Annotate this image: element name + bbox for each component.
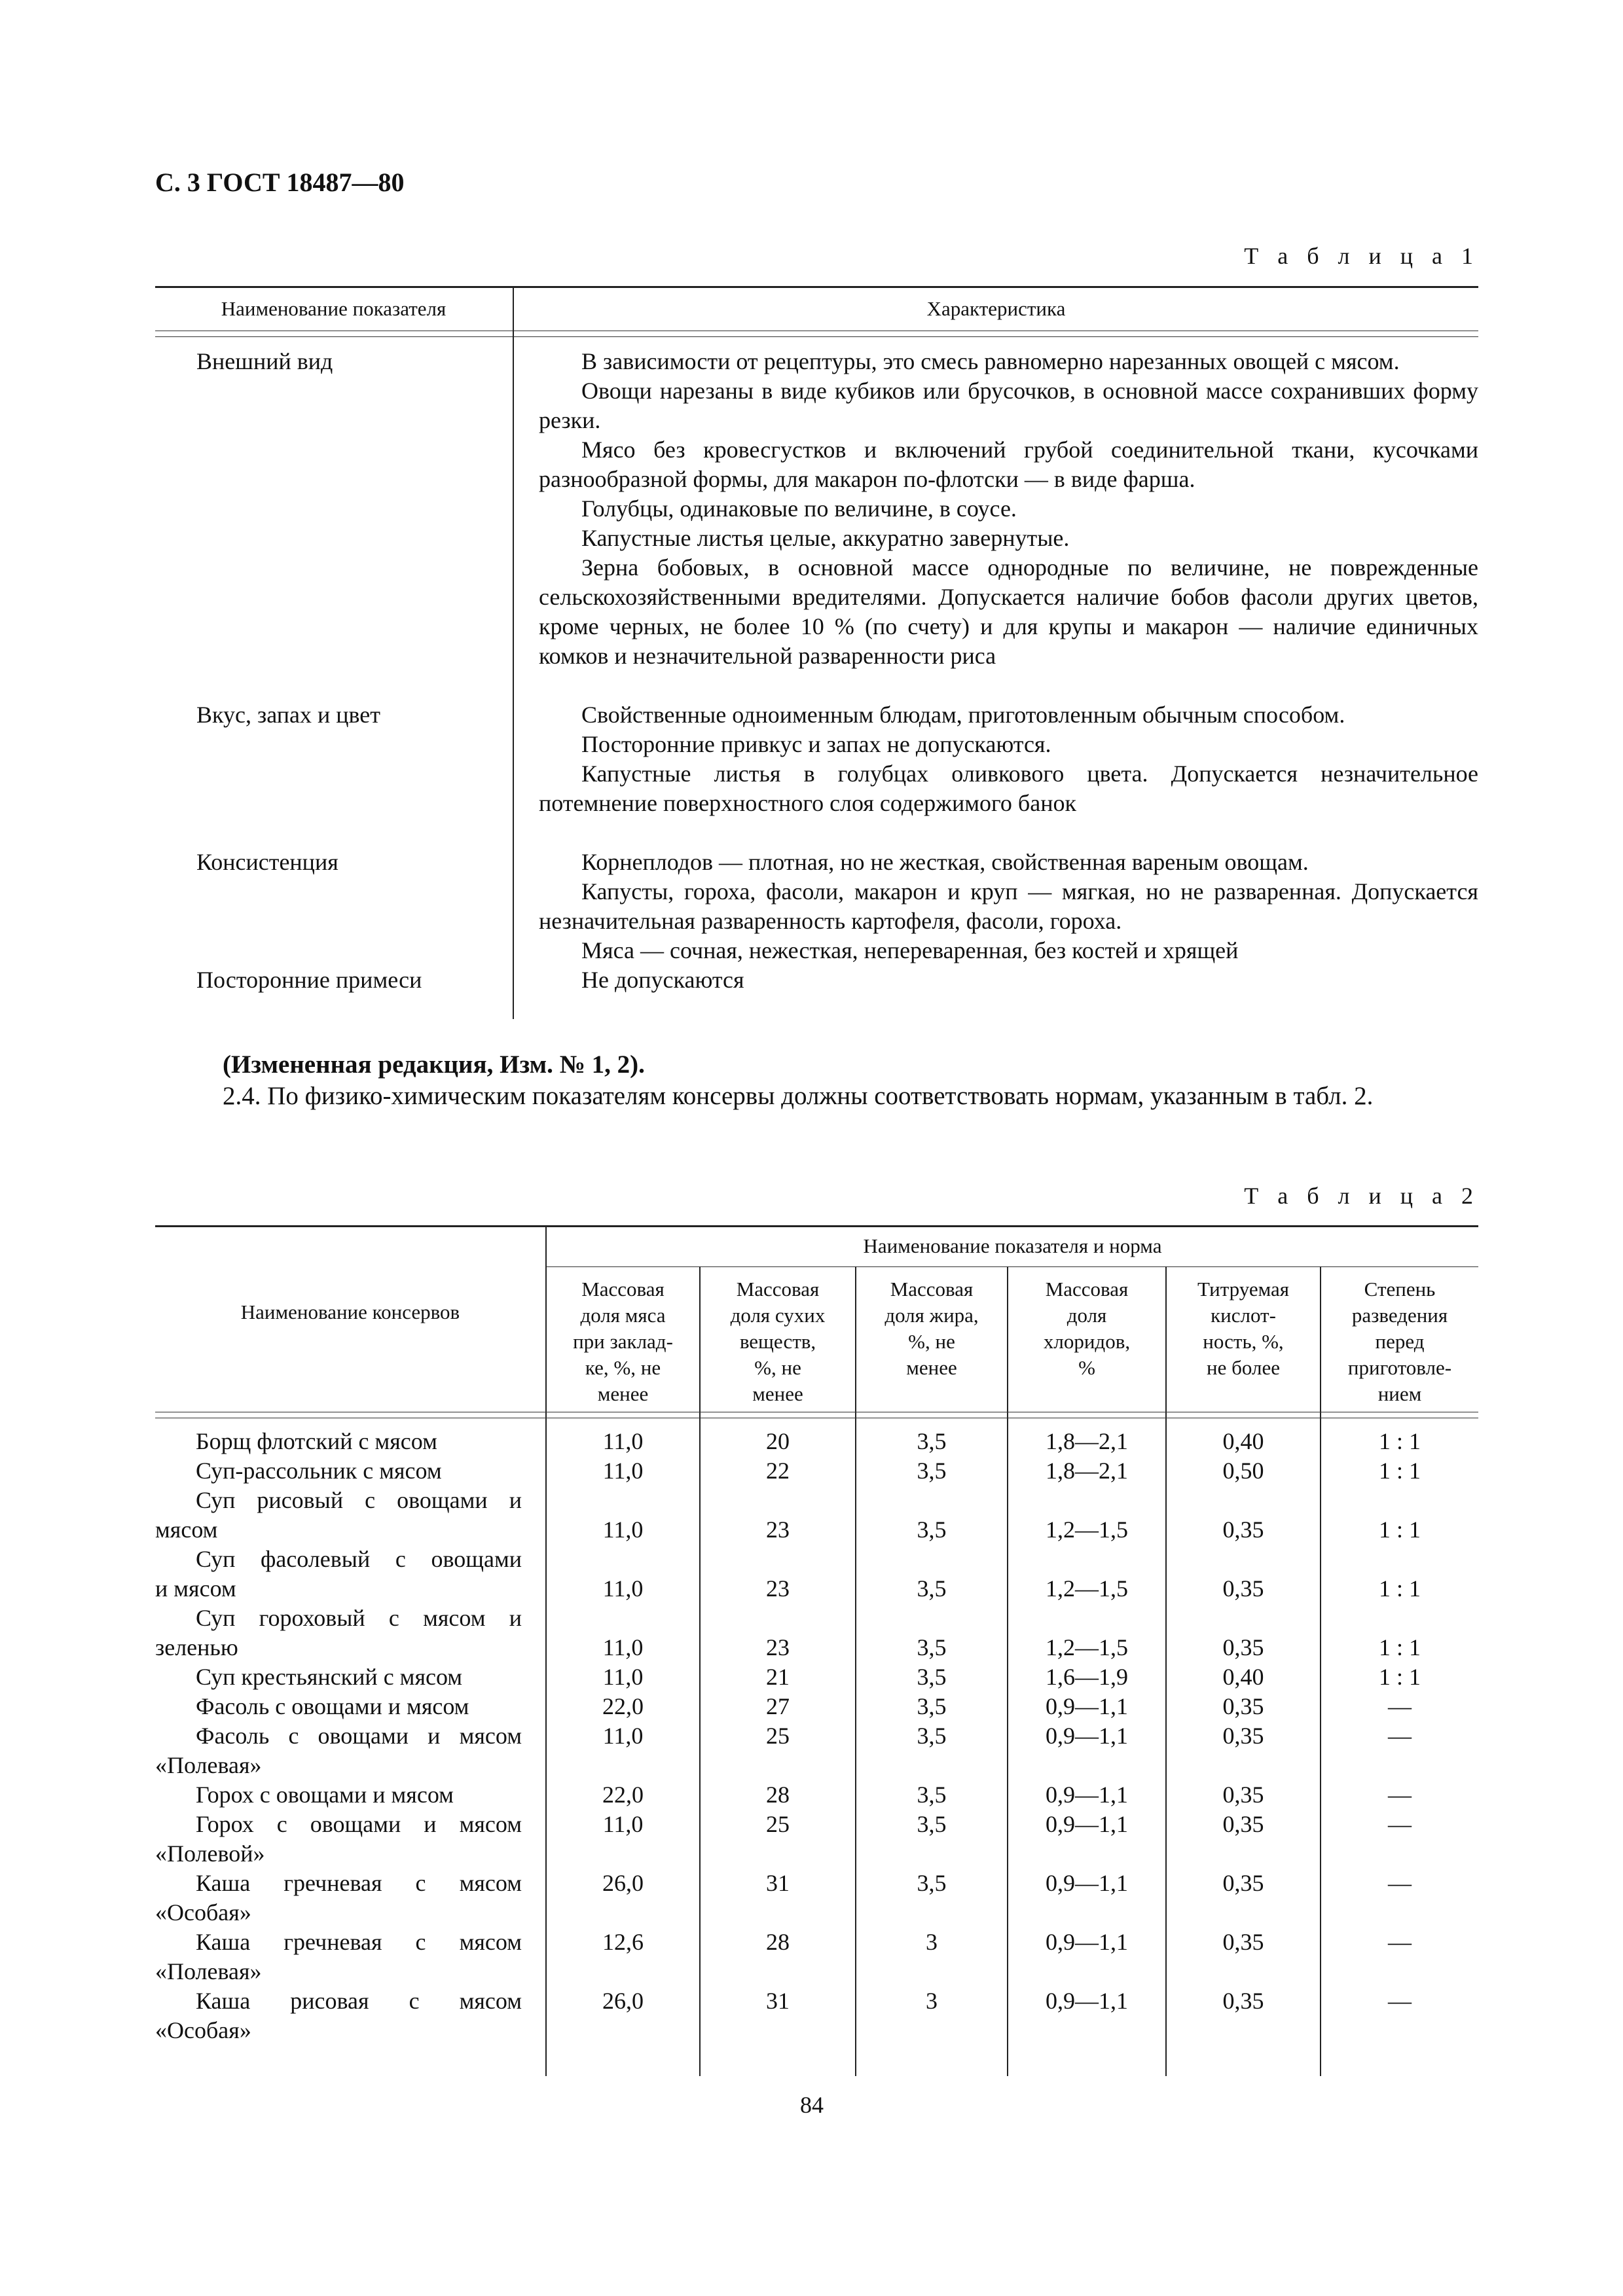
table2-row [155,1427,1478,1456]
table2-cell: 1,8—2,1 [1046,1458,1128,1484]
table1-paragraph: Зерна бобовых, в основной массе однородные по величине, не поврежденные сельскохозяйственными вредителями. Допускается наличие бобов фасоли других цветов, кроме черных, не более 10 % (по счету) и для крупы и макарон — наличие единичных комков и незначительной разваренности риса [539,554,1478,669]
product-name-line: Суп рисовый с овощами и [196,1487,522,1513]
table2-cell: 11,0 [602,1458,644,1484]
col-header-line: разведения [1351,1304,1448,1327]
table2-cell: — [1388,1693,1412,1719]
table2-col-header-fat [856,1276,1007,1381]
table2-caption: Т а б л и ц а 2 [1244,1183,1480,1209]
product-name-line: Горох с овощами и мясом [196,1782,454,1808]
table1-paragraph: Капусты, гороха, фасоли, макарон и круп — мягкая, но не разваренная. Допускается незначительная разваренность картофеля, фасоли, гороха. [539,878,1478,934]
table2-cell: 1,2—1,5 [1046,1575,1128,1602]
table2-cell: 21 [766,1664,790,1690]
table1-paragraph: Корнеплодов — плотная, но не жесткая, свойственная вареным овощам. [581,849,1309,875]
col-header-line: менее [752,1382,803,1405]
table2-cell: 3,5 [917,1575,947,1602]
table2-product-name [155,1662,522,1692]
table2-cell: 0,35 [1222,1634,1264,1660]
table2-group-header: Наименование показателя и норма [863,1234,1162,1257]
table2-cell: — [1388,1870,1412,1896]
product-name-line: Суп-рассольник с мясом [196,1458,442,1484]
table2-cell: 0,35 [1222,1870,1264,1896]
table2-row [155,1986,1478,2045]
table1-row-characteristic [539,700,1478,818]
table2-cell: 3 [926,1988,938,2014]
table2-cell: 0,9—1,1 [1046,1870,1128,1896]
table1-paragraph: Капустные листья в голубцах оливкового цвета. Допускается незначительное потемнение поверхностного слоя содержимого банок [539,761,1478,816]
table2-cell: 3,5 [917,1870,947,1896]
table2-cell: — [1388,1988,1412,2014]
table2-cell: 0,35 [1222,1516,1264,1543]
table2-cell: 0,35 [1222,1782,1264,1808]
table2-product-name [155,1456,522,1486]
table2-cell: 25 [766,1723,790,1749]
table2-col-header-dilution [1321,1276,1478,1407]
table2-cell: 12,6 [602,1929,644,1955]
table1-paragraph: Свойственные одноименным блюдам, приготовленным обычным способом. [581,702,1345,728]
table2-cell: 3,5 [917,1428,947,1454]
table2-row [155,1662,1478,1692]
product-name-line: Каша гречневая с мясом [196,1870,522,1896]
col-header-line: доля сухих [730,1304,826,1327]
table2-cell: 26,0 [602,1988,644,2014]
col-header-line: ке, %, не [585,1356,661,1379]
table2-cell: 3,5 [917,1516,947,1543]
table2-row [155,1928,1478,1986]
table2-cell: 27 [766,1693,790,1719]
col-header-line: перед [1375,1330,1425,1353]
table2-cell: 22,0 [602,1693,644,1719]
table2-cell: — [1388,1929,1412,1955]
table1-paragraph: Мяса — сочная, нежесткая, непереваренная, без костей и хрящей [581,937,1239,963]
product-name-line: Суп гороховый с мясом и [196,1605,522,1631]
table2-cell: 25 [766,1811,790,1837]
table2-cell: 11,0 [602,1575,644,1602]
col-header-line: доля мяса [580,1304,666,1327]
table2-cell: 0,50 [1222,1458,1264,1484]
table2-product-name [155,1928,522,1986]
col-header-line: приготовле- [1347,1356,1452,1379]
table2-cell: 1 : 1 [1378,1664,1421,1690]
table2-cell: 11,0 [602,1516,644,1543]
table2-header-name: Наименование консервов [240,1300,460,1323]
table2-cell: 26,0 [602,1870,644,1896]
table2-cell: 0,40 [1222,1428,1264,1454]
table2-product-name [155,1427,522,1456]
product-name-line: «Особая» [155,1899,251,1926]
table2-row [155,1486,1478,1545]
table2-cell: 3,5 [917,1782,947,1808]
table2-cell: 0,35 [1222,1988,1264,2014]
paragraph-2-4: 2.4. По физико-химическим показателям консервы должны соответствовать нормам, указанным в табл. 2. [223,1082,1374,1110]
product-name-line: Суп фасолевый с овощами [196,1546,522,1572]
table2-cell: 11,0 [602,1723,644,1749]
table2-cell: 0,9—1,1 [1046,1693,1128,1719]
product-name-line: «Особая» [155,2017,251,2043]
table2-cell: 3,5 [917,1693,947,1719]
table2-product-name [155,1986,522,2045]
table1-paragraph: Овощи нарезаны в виде кубиков или брусочков, в основной массе сохранивших форму резки. [539,378,1478,433]
col-header-line: Массовая [736,1278,820,1300]
table1-caption: Т а б л и ц а 1 [1244,243,1480,269]
table2-cell: 23 [766,1516,790,1543]
table2-cell: 0,9—1,1 [1046,1929,1128,1955]
table1-column-divider [513,286,514,1019]
table1-row-name: Внешний вид [196,348,333,374]
table2-cell: 1,6—1,9 [1046,1664,1128,1690]
col-header-line: менее [906,1356,957,1379]
table1-row-name: Вкус, запах и цвет [196,702,380,728]
page-number: 84 [800,2092,824,2118]
table2-product-name [155,1780,522,1810]
table2-product-name [155,1692,522,1721]
table2-cell: 31 [766,1988,790,2014]
col-header-line: доля [1067,1304,1107,1327]
table1-header-rule-2 [155,336,1478,337]
table2-group-rule [547,1266,1478,1267]
col-header-line: %, не [754,1356,801,1379]
table2-product-name [155,1545,522,1604]
table1-paragraph: Посторонние привкус и запах не допускаются. [581,731,1051,757]
table2-row [155,1545,1478,1604]
table2-cell: — [1388,1811,1412,1837]
table2-cell: 22,0 [602,1782,644,1808]
table2-cell: 11,0 [602,1811,644,1837]
table2-col-header-dry [701,1276,855,1407]
table2-product-name [155,1869,522,1928]
table1-paragraph: Не допускаются [581,967,744,993]
product-name-line: «Полевой» [155,1840,265,1867]
table2-col-header-chlorides [1008,1276,1165,1381]
table2-cell: 22 [766,1458,790,1484]
table2-cell: 20 [766,1428,790,1454]
table2-cell: 1,8—2,1 [1046,1428,1128,1454]
product-name-line: Фасоль с овощами и мясом [196,1693,469,1719]
table2-col-header-acidity [1167,1276,1320,1381]
revision-note [223,1049,1467,1081]
col-header-line: Массовая [581,1278,665,1300]
product-name-line: Каша гречневая с мясом [196,1929,522,1955]
table2-cell: 0,9—1,1 [1046,1723,1128,1749]
col-header-line: Степень [1364,1278,1436,1300]
table2-cell: 1 : 1 [1378,1458,1421,1484]
product-name-line: и мясом [155,1575,236,1602]
table1-row-characteristic [539,347,1478,671]
table2-top-rule [155,1225,1478,1227]
product-name-line: «Полевая» [155,1958,262,1984]
product-name-line: «Полевая» [155,1752,262,1778]
product-name-line: Каша рисовая с мясом [196,1988,522,2014]
col-header-line: веществ, [739,1330,816,1353]
table2-cell: 23 [766,1634,790,1660]
table2-cell: 0,35 [1222,1693,1264,1719]
table1-top-rule [155,286,1478,288]
table2-cell: 1 : 1 [1378,1516,1421,1543]
table2-row [155,1810,1478,1869]
table2-cell: 28 [766,1782,790,1808]
table2-cell: 0,9—1,1 [1046,1782,1128,1808]
table2-cell: 28 [766,1929,790,1955]
col-header-line: хлоридов, [1043,1330,1131,1353]
table2-product-name [155,1721,522,1780]
table1-paragraph: В зависимости от рецептуры, это смесь равномерно нарезанных овощей с мясом. [581,348,1400,374]
table2-row [155,1780,1478,1810]
table2-cell: 1,2—1,5 [1046,1516,1128,1543]
table2-cell: 3,5 [917,1458,947,1484]
table2-row [155,1721,1478,1780]
table2-cell: — [1388,1782,1412,1808]
table1-header-characteristic: Характеристика [926,297,1066,320]
col-header-line: менее [597,1382,649,1405]
table2-cell: 3,5 [917,1723,947,1749]
table2-cell: 11,0 [602,1428,644,1454]
table2-cell: 3,5 [917,1811,947,1837]
table2-cell: 3 [926,1929,938,1955]
table2-cell: 11,0 [602,1634,644,1660]
col-header-line: % [1078,1356,1095,1379]
product-name-line: мясом [155,1516,218,1543]
table2-product-name [155,1486,522,1545]
table2-cell: 3,5 [917,1664,947,1690]
col-header-line: доля жира, [884,1304,979,1327]
table2-cell: 23 [766,1575,790,1602]
col-header-line: Титруемая [1197,1278,1290,1300]
table2-cell: 1,2—1,5 [1046,1634,1128,1660]
table2-cell: 1 : 1 [1378,1575,1421,1602]
table2-product-name [155,1810,522,1869]
page-header: С. 3 ГОСТ 18487—80 [155,168,405,197]
product-name-line: Суп крестьянский с мясом [196,1664,463,1690]
revision-note-text: (Измененная редакция, Изм. № 1, 2). [223,1050,645,1079]
table1-paragraph: Мясо без кровесгустков и включений грубой соединительной ткани, кусочками разнообразной формы, для макарон по-флотски — в виде фарша. [539,437,1478,492]
col-header-line: Массовая [890,1278,974,1300]
table2-cell: 0,35 [1222,1575,1264,1602]
table2-cell: — [1388,1723,1412,1749]
table1-header-name: Наименование показателя [221,297,447,320]
product-name-line: Фасоль с овощами и мясом [196,1723,522,1749]
col-header-line: ность, %, [1203,1330,1284,1353]
table2-cell: 1 : 1 [1378,1634,1421,1660]
table1-row-characteristic [539,965,1478,995]
table2-col-header-meat [547,1276,699,1407]
col-header-line: при заклад- [573,1330,673,1353]
table2-cell: 0,9—1,1 [1046,1988,1128,2014]
table2-cell: 0,40 [1222,1664,1264,1690]
col-header-line: не более [1207,1356,1280,1379]
table2-cell: 0,35 [1222,1723,1264,1749]
col-header-line: нием [1377,1382,1422,1405]
table1-row-name: Консистенция [196,849,338,875]
table2-row [155,1692,1478,1721]
table2-product-name [155,1604,522,1662]
col-header-line: %, не [908,1330,955,1353]
col-header-line: Массовая [1045,1278,1129,1300]
table1-row-characteristic [539,848,1478,965]
col-header-line: кислот- [1211,1304,1276,1327]
table2-row [155,1456,1478,1486]
table1-paragraph: Голубцы, одинаковые по величине, в соусе. [581,495,1017,522]
table2-cell: 3,5 [917,1634,947,1660]
table2-cell: 11,0 [602,1664,644,1690]
product-name-line: Горох с овощами и мясом [196,1811,522,1837]
table2-row [155,1604,1478,1662]
table2-cell: 31 [766,1870,790,1896]
product-name-line: зеленью [155,1634,238,1660]
table2-cell: 0,35 [1222,1811,1264,1837]
table2-cell: 0,9—1,1 [1046,1811,1128,1837]
table2-row [155,1869,1478,1928]
table2-cell: 1 : 1 [1378,1428,1421,1454]
table2-cell: 0,35 [1222,1929,1264,1955]
product-name-line: Борщ флотский с мясом [196,1428,437,1454]
table1-row-name: Посторонние примеси [196,967,422,993]
table1-paragraph: Капустные листья целые, аккуратно завернутые. [581,525,1070,551]
